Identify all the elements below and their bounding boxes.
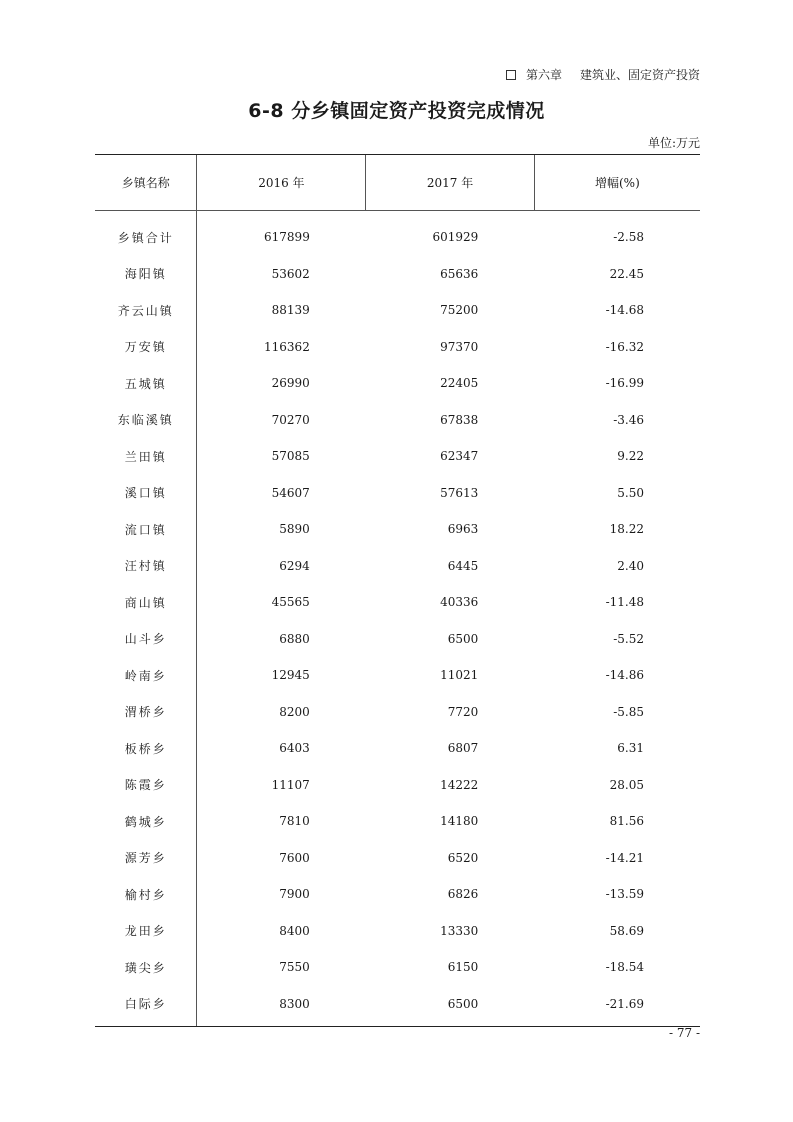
cell-growth: -3.46 — [613, 412, 644, 427]
section-label: 建筑业、固定资产投资 — [579, 68, 700, 82]
table-row — [95, 730, 700, 767]
cell-growth: -16.32 — [605, 339, 644, 354]
column-header-growth: 增幅(%) — [534, 155, 700, 211]
cell-value-2016: 7600 — [197, 840, 366, 877]
cell-value-2016: 54607 — [197, 475, 366, 512]
cell-value-2017: 97370 — [440, 339, 479, 354]
cell-town-name: 源芳乡 — [124, 851, 167, 866]
cell-value-2017: 14222 — [440, 777, 479, 792]
cell-town-name: 渭桥乡 — [124, 705, 167, 720]
cell-value-2016: 8300 — [197, 986, 366, 1027]
cell-value-2016: 5890 — [197, 511, 366, 548]
table-row — [95, 949, 700, 986]
cell-value-2016: 88139 — [197, 292, 366, 329]
cell-value-2016: 45565 — [197, 584, 366, 621]
cell-value-2016: 6294 — [197, 548, 366, 585]
table-row — [95, 548, 700, 585]
cell-value-2017: 13330 — [440, 923, 479, 938]
cell-town-name: 汪村镇 — [124, 559, 167, 574]
table-body — [95, 211, 700, 1027]
cell-growth: 81.56 — [609, 814, 644, 829]
table-row — [95, 913, 700, 950]
table-row — [95, 329, 700, 366]
cell-growth: 58.69 — [609, 923, 644, 938]
cell-value-2017: 6826 — [447, 887, 479, 902]
table-row — [95, 840, 700, 877]
table-row — [95, 511, 700, 548]
cell-growth: -21.69 — [534, 986, 700, 1027]
table-row — [95, 986, 700, 1027]
data-table-container — [95, 154, 700, 1027]
investment-table — [95, 154, 700, 1027]
cell-value-2016: 7550 — [197, 949, 366, 986]
cell-growth: -13.59 — [605, 887, 644, 902]
table-row — [95, 211, 700, 256]
table-row — [95, 584, 700, 621]
cell-value-2017: 6520 — [447, 850, 479, 865]
cell-value-2016: 26990 — [197, 365, 366, 402]
cell-town-name: 鹤城乡 — [124, 814, 167, 829]
table-row — [95, 876, 700, 913]
cell-value-2016: 617899 — [197, 211, 366, 256]
cell-value-2016: 8200 — [197, 694, 366, 731]
cell-value-2017: 57613 — [440, 485, 479, 500]
cell-value-2017: 6445 — [447, 558, 479, 573]
cell-value-2017: 40336 — [440, 595, 479, 610]
cell-value-2017: 67838 — [440, 412, 479, 427]
table-row — [95, 438, 700, 475]
cell-value-2017: 6150 — [447, 960, 479, 975]
cell-town-name: 板桥乡 — [124, 741, 167, 756]
cell-value-2017: 6807 — [447, 741, 479, 756]
cell-growth: 28.05 — [609, 777, 644, 792]
table-row — [95, 365, 700, 402]
cell-growth: 22.45 — [609, 266, 644, 281]
unit-label: 单位:万元 — [647, 136, 700, 150]
page-number: - 77 - — [668, 1026, 700, 1040]
cell-growth: 2.40 — [617, 558, 644, 573]
table-row — [95, 292, 700, 329]
cell-town-name: 溪口镇 — [124, 486, 167, 501]
cell-town-name: 海阳镇 — [124, 267, 167, 282]
cell-growth: -2.58 — [613, 230, 644, 245]
cell-town-name: 东临溪镇 — [117, 413, 174, 428]
cell-growth: 18.22 — [609, 522, 644, 537]
table-row — [95, 694, 700, 731]
cell-town-name: 山斗乡 — [124, 632, 167, 647]
cell-value-2017: 7720 — [447, 704, 479, 719]
cell-value-2016: 12945 — [197, 657, 366, 694]
cell-town-name: 乡镇合计 — [117, 230, 174, 245]
column-header-2016: 2016 年 — [197, 155, 366, 211]
cell-town-name: 五城镇 — [124, 376, 167, 391]
cell-town-name: 商山镇 — [124, 595, 167, 610]
cell-value-2017: 11021 — [440, 668, 479, 683]
cell-value-2017: 75200 — [440, 303, 479, 318]
cell-value-2017: 22405 — [440, 376, 479, 391]
cell-value-2016: 6880 — [197, 621, 366, 658]
table-row — [95, 621, 700, 658]
cell-growth: -5.52 — [613, 631, 644, 646]
cell-value-2016: 7810 — [197, 803, 366, 840]
cell-growth: -16.99 — [605, 376, 644, 391]
cell-value-2016: 6403 — [197, 730, 366, 767]
cell-value-2017: 601929 — [432, 230, 479, 245]
column-header-name: 乡镇名称 — [95, 155, 197, 211]
table-row — [95, 256, 700, 293]
cell-value-2016: 116362 — [197, 329, 366, 366]
cell-growth: 9.22 — [617, 449, 644, 464]
cell-town-name: 璜尖乡 — [124, 960, 167, 975]
cell-town-name: 万安镇 — [124, 340, 167, 355]
cell-value-2017: 6500 — [447, 631, 479, 646]
table-row — [95, 767, 700, 804]
cell-value-2017: 65636 — [440, 266, 479, 281]
cell-value-2017: 6500 — [366, 986, 534, 1027]
cell-town-name: 陈霞乡 — [124, 778, 167, 793]
cell-growth: 5.50 — [617, 485, 644, 500]
cell-growth: 6.31 — [617, 741, 644, 756]
running-header — [506, 66, 700, 83]
cell-growth: -14.68 — [605, 303, 644, 318]
cell-growth: -18.54 — [605, 960, 644, 975]
cell-value-2016: 57085 — [197, 438, 366, 475]
table-row — [95, 657, 700, 694]
table-row — [95, 475, 700, 512]
square-icon — [506, 70, 516, 80]
cell-growth: -11.48 — [605, 595, 644, 610]
table-header-row — [95, 155, 700, 211]
cell-town-name: 龙田乡 — [124, 924, 167, 939]
cell-town-name: 岭南乡 — [124, 668, 167, 683]
cell-value-2016: 53602 — [197, 256, 366, 293]
cell-value-2017: 14180 — [440, 814, 479, 829]
cell-growth: -5.85 — [613, 704, 644, 719]
cell-value-2016: 8400 — [197, 913, 366, 950]
cell-growth: -14.21 — [605, 850, 644, 865]
cell-value-2017: 6963 — [447, 522, 479, 537]
cell-value-2016: 7900 — [197, 876, 366, 913]
cell-town-name: 兰田镇 — [124, 449, 167, 464]
cell-town-name: 榆村乡 — [124, 887, 167, 902]
cell-value-2016: 70270 — [197, 402, 366, 439]
table-title: 6-8 分乡镇固定资产投资完成情况 — [248, 100, 545, 122]
cell-town-name: 流口镇 — [124, 522, 167, 537]
cell-town-name: 白际乡 — [95, 986, 197, 1027]
chapter-label: 第六章 — [525, 68, 562, 82]
table-row — [95, 402, 700, 439]
cell-growth: -14.86 — [605, 668, 644, 683]
cell-value-2016: 11107 — [197, 767, 366, 804]
table-row — [95, 803, 700, 840]
cell-town-name: 齐云山镇 — [117, 303, 174, 318]
cell-value-2017: 62347 — [440, 449, 479, 464]
column-header-2017: 2017 年 — [366, 155, 534, 211]
